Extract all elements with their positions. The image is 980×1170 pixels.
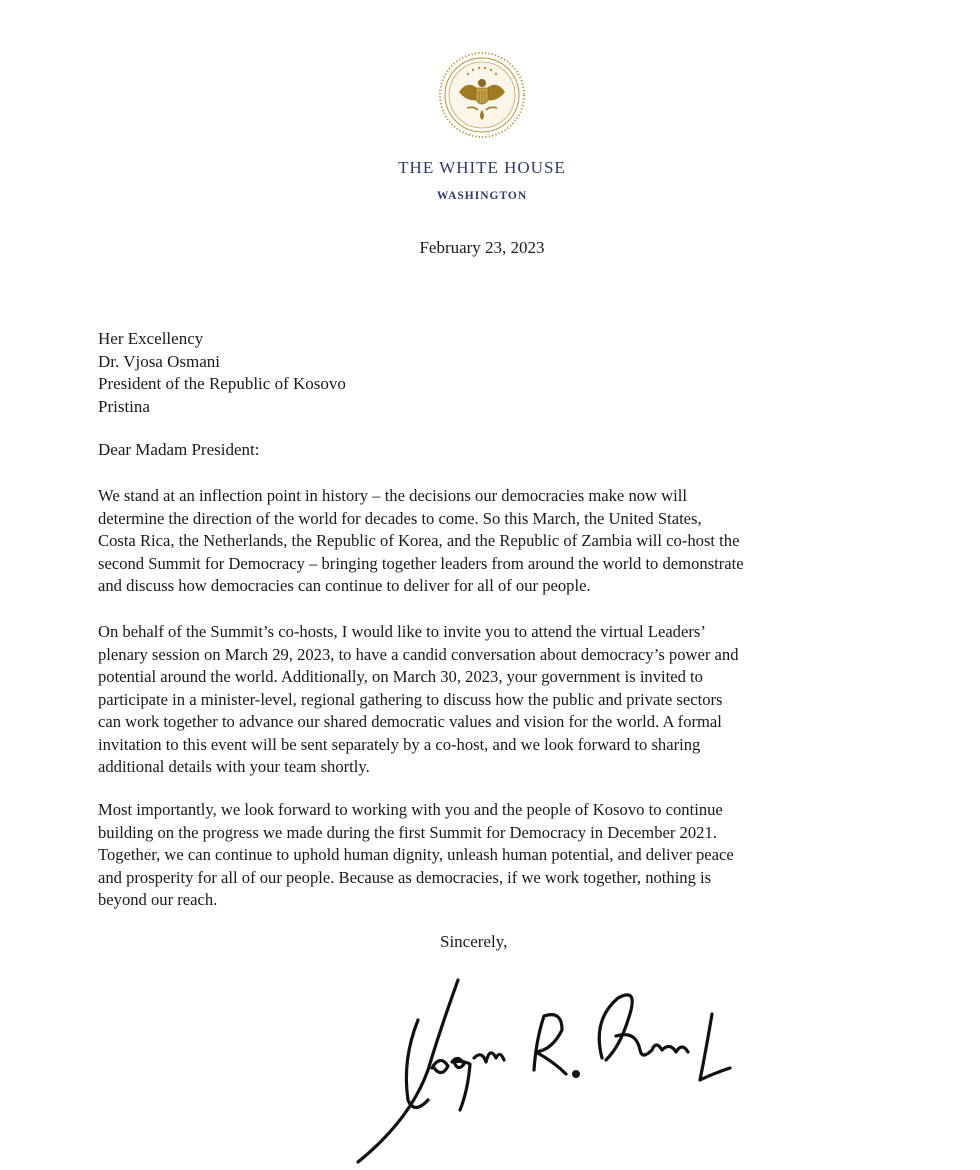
- paragraph-line: Costa Rica, the Netherlands, the Republic of Korea, and the Republic of Zambia will co-host the: [98, 531, 740, 550]
- body-paragraph-1: [98, 485, 744, 598]
- paragraph-line: potential around the world. Additionally, on March 30, 2023, your government is invited to: [98, 667, 703, 686]
- signature-image: [340, 950, 740, 1170]
- letter-date: February 23, 2023: [419, 238, 545, 257]
- paragraph-line: Most importantly, we look forward to working with you and the people of Kosovo to continue: [98, 800, 723, 819]
- body-paragraph-3: [98, 799, 734, 912]
- salutation: Dear Madam President:: [98, 440, 260, 459]
- paragraph-line: additional details with your team shortly.: [98, 757, 370, 776]
- paragraph-line: building on the progress we made during the first Summit for Democracy in December 2021.: [98, 822, 717, 842]
- letterhead-title: THE WHITE HOUSE: [398, 158, 566, 177]
- recipient-line: President of the Republic of Kosovo: [98, 374, 346, 393]
- recipient-line: Her Excellency: [98, 329, 204, 348]
- paragraph-line: On behalf of the Summit’s co-hosts, I would like to invite you to attend the virtual Leaders’: [98, 622, 706, 641]
- recipient-line: Pristina: [98, 396, 150, 416]
- letterhead-city: WASHINGTON: [436, 190, 528, 202]
- paragraph-line: can work together to advance our shared democratic values and vision for the world. A formal: [98, 712, 722, 731]
- paragraph-line: and discuss how democracies can continue to deliver for all of our people.: [98, 576, 591, 595]
- paragraph-line: and prosperity for all of our people. Because as democracies, if we work together, nothing is: [98, 867, 712, 887]
- recipient-line: Dr. Vjosa Osmani: [98, 351, 220, 371]
- body-paragraph-2: [98, 621, 739, 779]
- paragraph-line: We stand at an inflection point in history – the decisions our democracies make now will: [98, 486, 687, 505]
- paragraph-line: plenary session on March 29, 2023, to have a candid conversation about democracy’s power and: [98, 644, 739, 664]
- paragraph-line: invitation to this event will be sent separately by a co-host, and we look forward to sharing: [98, 734, 701, 754]
- paragraph-line: second Summit for Democracy – bringing together leaders from around the world to demonstrate: [98, 553, 744, 573]
- paragraph-line: beyond our reach.: [98, 890, 218, 909]
- paragraph-line: participate in a minister-level, regional gathering to discuss how the public and private sectors: [98, 689, 723, 709]
- closing: Sincerely,: [440, 932, 508, 951]
- recipient-address: [98, 328, 346, 418]
- presidential-seal-icon: [437, 50, 527, 140]
- paragraph-line: determine the direction of the world for decades to come. So this March, the United States,: [98, 508, 702, 528]
- paragraph-line: Together, we can continue to uphold human dignity, unleash human potential, and deliver peace: [98, 845, 734, 864]
